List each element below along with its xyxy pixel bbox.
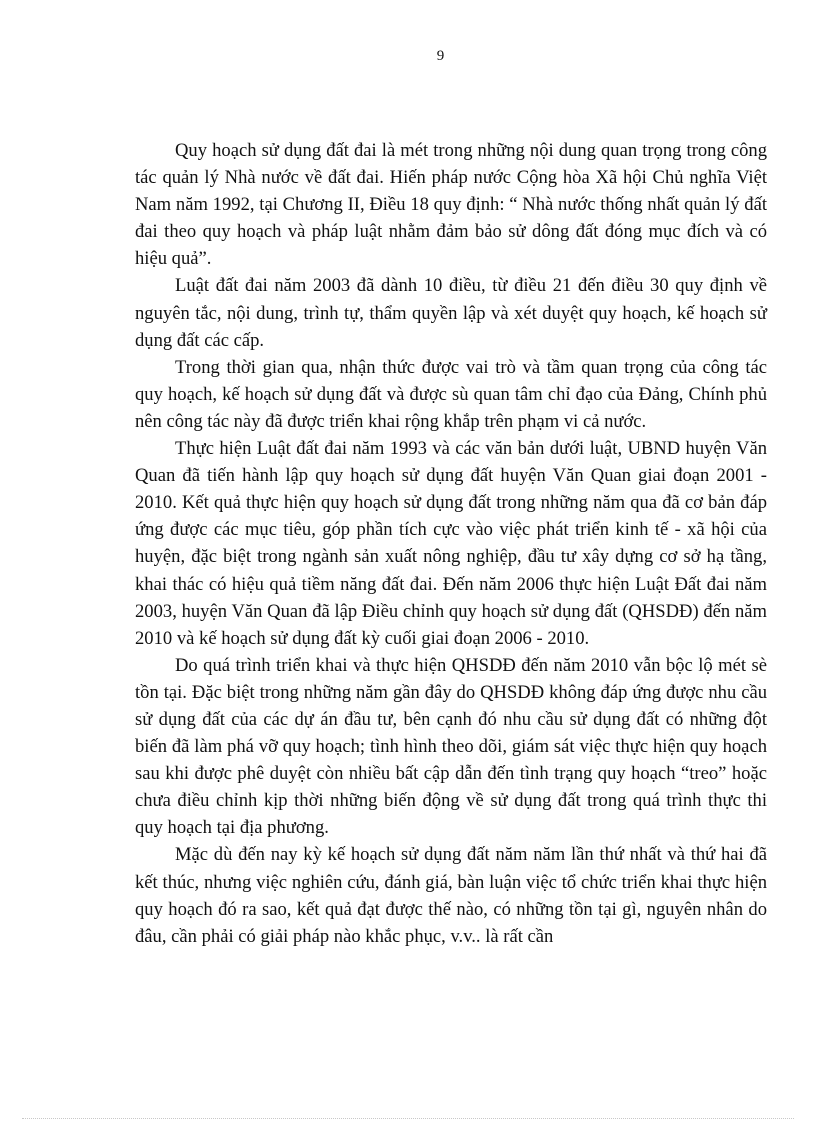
paragraph-5: Do quá trình triển khai và thực hiện QHSDĐ đến năm 2010 vẫn bộc lộ mét sè tồn tại. Đặc biệt trong những năm gần đây do QHSDĐ không đáp ứng được nhu cầu sử dụng đất của các dự án đầu tư, bên cạnh đó nhu cầu sử dụng đất có những đột biến đã làm phá vỡ quy hoạch; tình hình theo dõi, giám sát việc thực hiện quy hoạch sau khi được phê duyệt còn nhiều bất cập dẫn đến tình trạng quy hoạch “treo” hoặc chưa điều chỉnh kịp thời những biến động về sử dụng đất trong quá trình thực thi quy hoạch tại địa phương.: [135, 654, 767, 839]
page-number: 9: [436, 48, 445, 64]
paragraph-6: Mặc dù đến nay kỳ kế hoạch sử dụng đất năm năm lần thứ nhất và thứ hai đã kết thúc, nhưng việc nghiên cứu, đánh giá, bàn luận việc tổ chức triển khai thực hiện quy hoạch đó ra sao, kết quả đạt được thế nào, có những tồn tại gì, nguyên nhân do đâu, cần phải có giải pháp nào khắc phục, v.v.. là rất cần: [135, 844, 767, 947]
footer-divider: [22, 1118, 794, 1119]
paragraph-4: Thực hiện Luật đất đai năm 1993 và các văn bản dưới luật, UBND huyện Văn Quan đã tiến hành lập quy hoạch sử dụng đất huyện Văn Quan giai đoạn 2001 - 2010. Kết quả thực hiện quy hoạch sử dụng đất trong những năm qua đã cơ bản đáp ứng được các mục tiêu, góp phần tích cực vào việc phát triển kinh tế - xã hội của huyện, đặc biệt trong ngành sản xuất nông nghiệp, đầu tư xây dựng cơ sở hạ tầng, khai thác có hiệu quả tiềm năng đất đai. Đến năm 2006 thực hiện Luật Đất đai năm 2003, huyện Văn Quan đã lập Điều chỉnh quy hoạch sử dụng đất (QHSDĐ) đến năm 2010 và kế hoạch sử dụng đất kỳ cuối giai đoạn 2006 - 2010.: [135, 438, 767, 649]
paragraph-1: Quy hoạch sử dụng đất đai là mét trong những nội dung quan trọng trong công tác quản lý Nhà nước về đất đai. Hiến pháp nước Cộng hòa Xã hội Chủ nghĩa Việt Nam năm 1992, tại Chương II, Điều 18 quy định: “ Nhà nước thống nhất quản lý đất đai theo quy hoạch và pháp luật nhằm đảm bảo sử dông đất đóng mục đích và có hiệu quả”.: [135, 140, 767, 270]
paragraph-3: Trong thời gian qua, nhận thức được vai trò và tầm quan trọng của công tác quy hoạch, kế hoạch sử dụng đất và được sù quan tâm chỉ đạo của Đảng, Chính phủ nên công tác này đã được triển khai rộng khắp trên phạm vi cả nước.: [135, 356, 767, 432]
document-body: [135, 137, 767, 950]
paragraph-2: Luật đất đai năm 2003 đã dành 10 điều, từ điều 21 đến điều 30 quy định về nguyên tắc, nội dung, trình tự, thẩm quyền lập và xét duyệt quy hoạch, kế hoạch sử dụng đất các cấp.: [135, 275, 767, 351]
